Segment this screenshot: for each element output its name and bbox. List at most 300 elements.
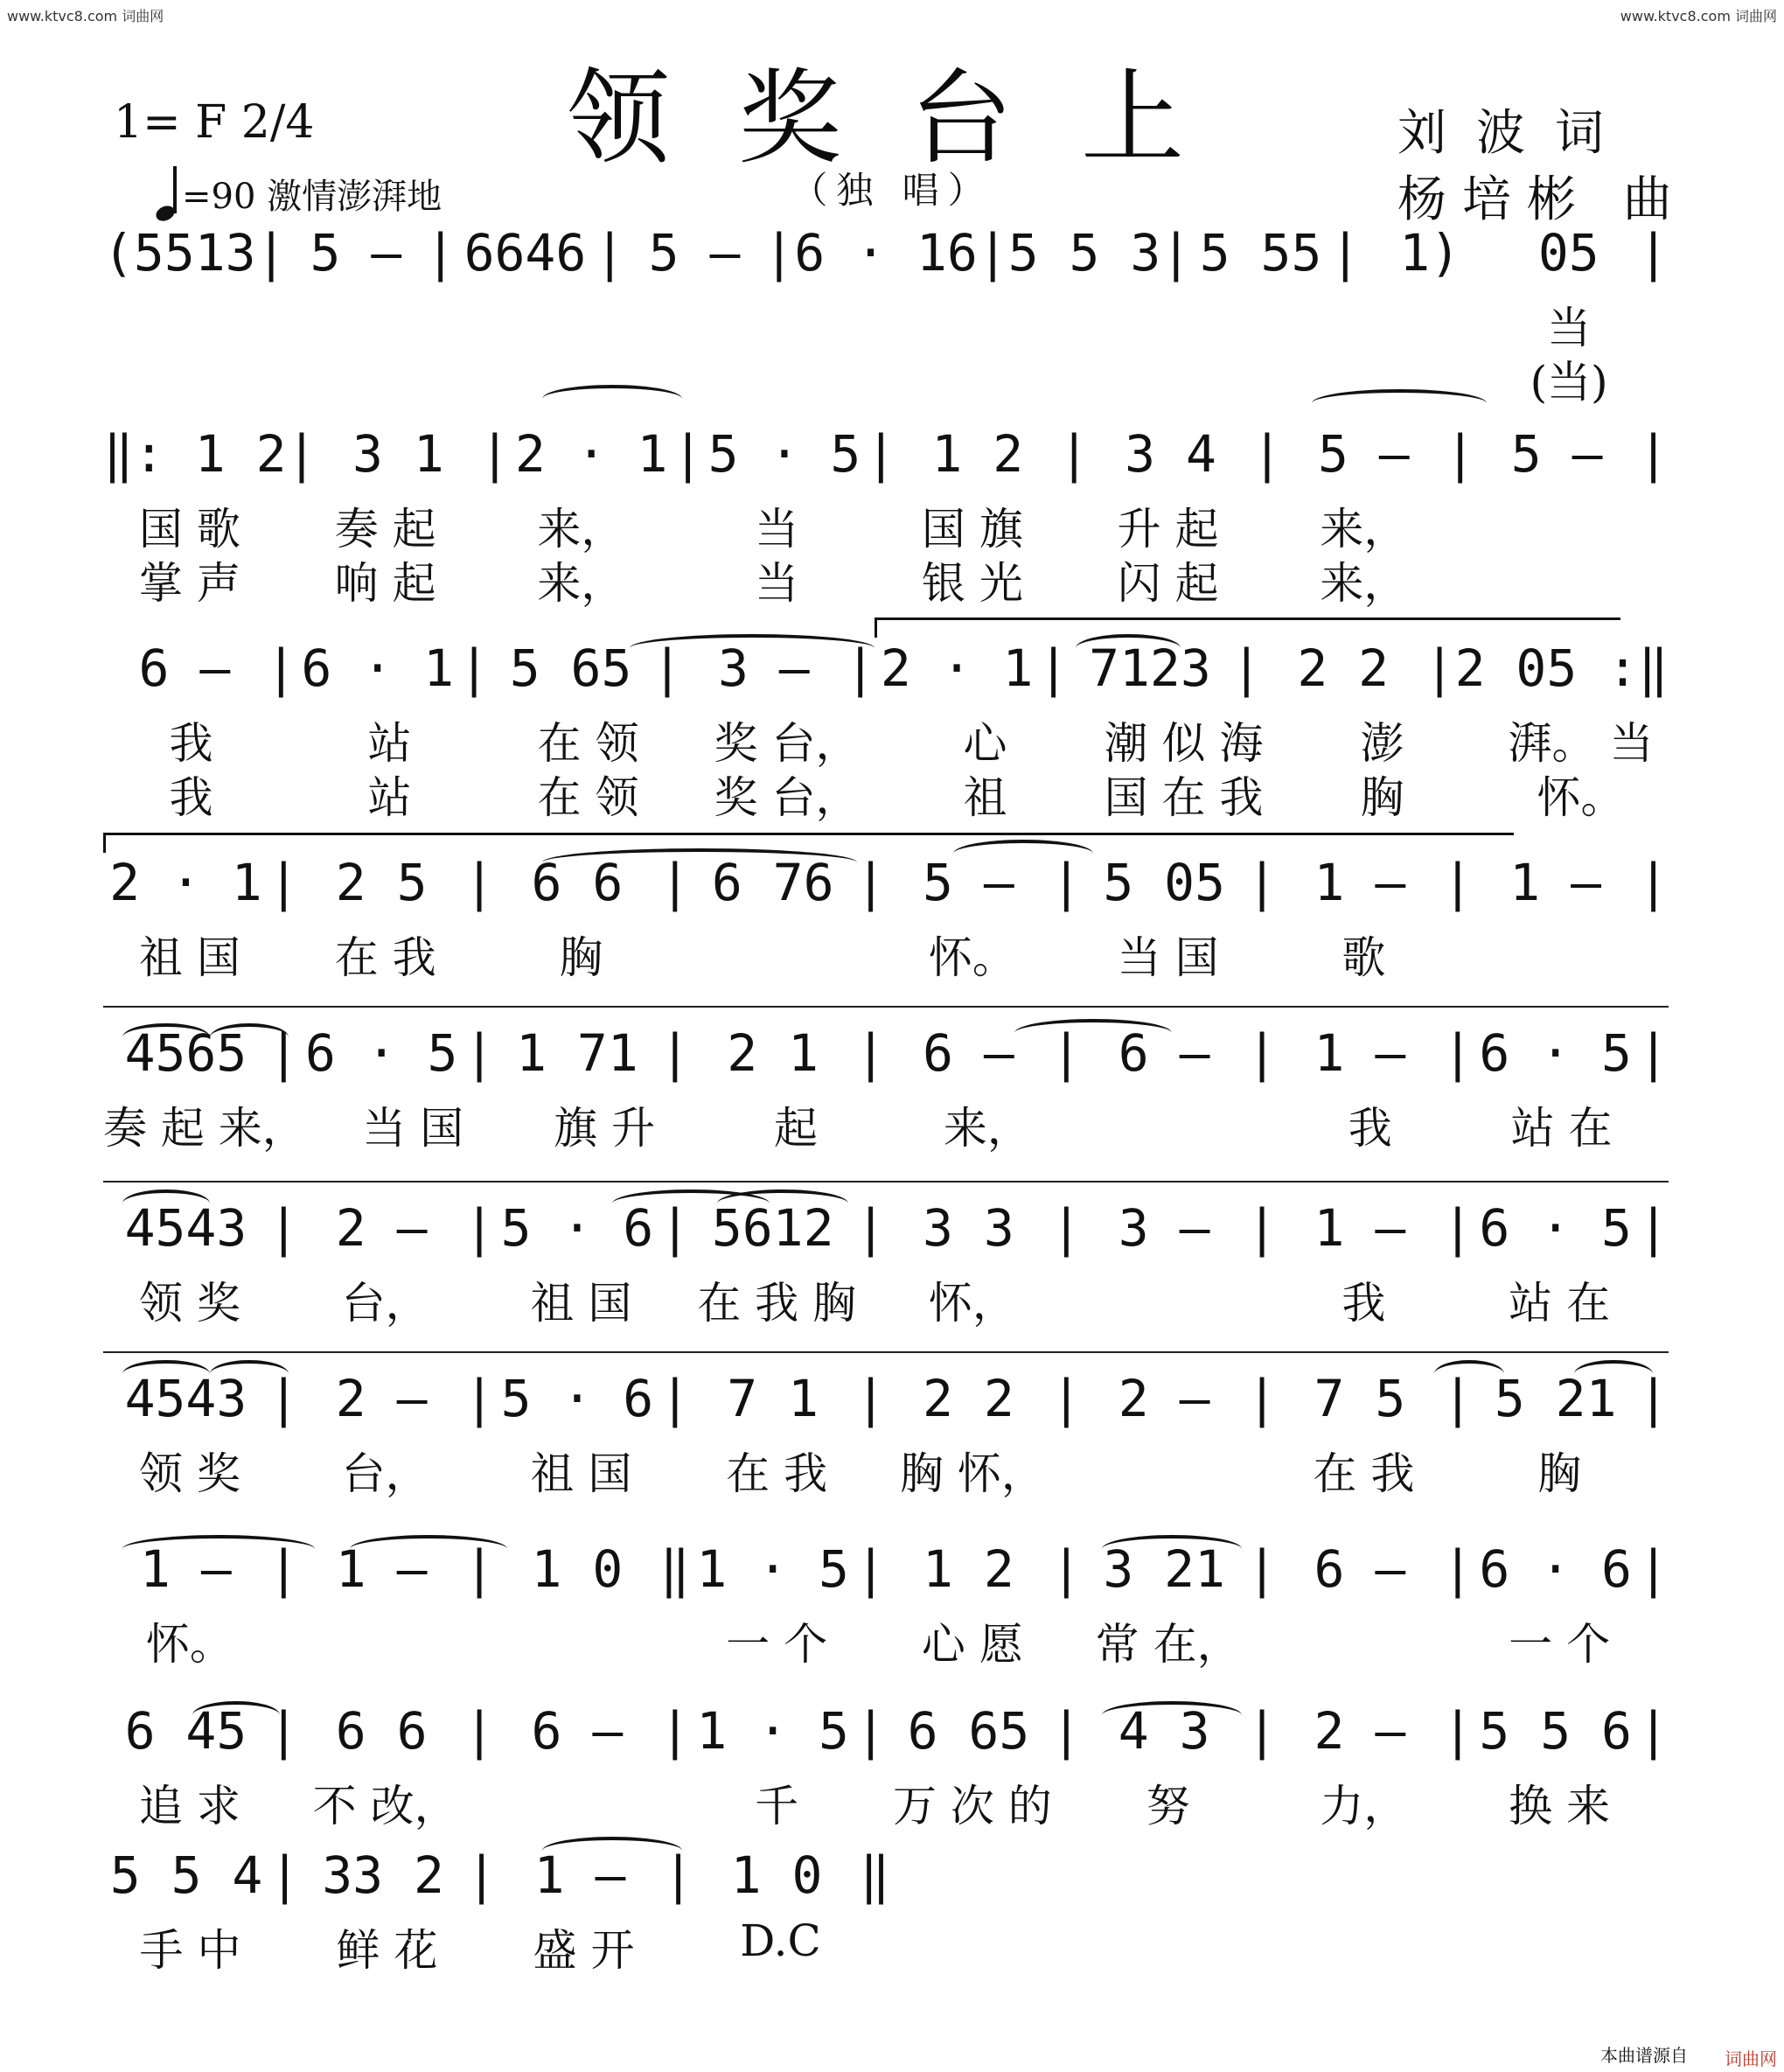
lyric-syllable bbox=[667, 494, 690, 550]
barline: | bbox=[1638, 853, 1669, 912]
lyric-syllable: 鲜 花 bbox=[336, 1925, 438, 1976]
lyric-syllable: 站 在 bbox=[1510, 1103, 1613, 1154]
lyric-syllable bbox=[276, 1268, 299, 1324]
volta-bracket-2 bbox=[103, 833, 1514, 853]
lyric-syllable bbox=[1073, 708, 1096, 764]
note-group: 6 6 bbox=[531, 853, 624, 912]
note-group: 1 0 bbox=[730, 1845, 823, 1905]
note-group: 6 65 bbox=[907, 1701, 1030, 1761]
note-group: ‖: 1 2 bbox=[103, 424, 287, 484]
lyric-syllable bbox=[875, 763, 897, 819]
lyric-syllable: 祖 国 bbox=[530, 1278, 632, 1329]
note-group: 5 — bbox=[310, 223, 402, 283]
slur-mark bbox=[122, 1360, 210, 1388]
barline: | bbox=[255, 223, 287, 283]
note-group: 6 — bbox=[1118, 1023, 1210, 1083]
barline: | bbox=[268, 1369, 299, 1428]
song-title: 领奖台上 bbox=[566, 58, 1252, 178]
lyric-syllable bbox=[1646, 494, 1669, 550]
lyric-syllable bbox=[1646, 548, 1669, 604]
lyric-syllable bbox=[1473, 548, 1646, 604]
slur-mark bbox=[630, 634, 875, 662]
note-group: 2 — bbox=[1118, 1369, 1210, 1428]
lyric-syllable bbox=[1473, 494, 1646, 550]
lyric-syllable: 胸 bbox=[1360, 772, 1404, 823]
lyric-syllable: 旗 升 bbox=[554, 1103, 656, 1154]
note-group: 5 21 bbox=[1494, 1369, 1617, 1428]
barline: | bbox=[659, 1369, 691, 1428]
lyric-syllable bbox=[1139, 347, 1162, 403]
note-group: 5 — bbox=[1510, 424, 1603, 484]
lyric-syllable bbox=[986, 347, 1139, 403]
footer-badge: 词曲网 bbox=[1725, 2048, 1777, 2069]
lyric-syllable bbox=[667, 1439, 690, 1495]
note-group: 6 — bbox=[923, 1023, 1014, 1083]
note-group: 1 — bbox=[140, 1539, 232, 1599]
lyric-syllable bbox=[1255, 1609, 1278, 1665]
lyric-line bbox=[103, 763, 1669, 823]
lyric-syllable bbox=[1082, 1439, 1255, 1495]
notation-line bbox=[103, 1023, 1669, 1090]
lyric-syllable: 在 我 bbox=[726, 1448, 828, 1499]
barline: | bbox=[268, 1539, 299, 1599]
lyric-syllable bbox=[986, 293, 1139, 349]
lyric-syllable bbox=[1470, 708, 1493, 764]
lyric-syllable: 当 bbox=[755, 558, 799, 609]
lyric-syllable bbox=[472, 548, 495, 604]
barline: | bbox=[1050, 1701, 1082, 1761]
lyric-syllable bbox=[1646, 293, 1669, 349]
lyric-syllable: 力， bbox=[1320, 1781, 1408, 1831]
note-group: 7 1 bbox=[727, 1369, 819, 1428]
barline: | bbox=[458, 638, 490, 698]
lyric-syllable bbox=[671, 1915, 693, 1971]
lyric-syllable bbox=[276, 1771, 299, 1827]
lyric-syllable: 升 起 bbox=[1117, 504, 1219, 555]
lyric-syllable bbox=[1646, 1268, 1669, 1324]
note-group: 6 — bbox=[531, 1701, 624, 1761]
lyric-syllable: 换 来 bbox=[1509, 1781, 1611, 1831]
lyric-syllable: 万 次 的 bbox=[892, 1781, 1052, 1831]
barline: | bbox=[1246, 1369, 1278, 1428]
note-group: 1 2 bbox=[931, 424, 1024, 484]
lyric-syllable bbox=[1450, 1268, 1473, 1324]
volta-bracket-1 bbox=[875, 617, 1620, 638]
note-group: 2 — bbox=[1314, 1701, 1406, 1761]
barline: | bbox=[463, 853, 495, 912]
barline: | bbox=[463, 1539, 495, 1599]
lyric-syllable bbox=[863, 1268, 886, 1324]
note-group: 5 5 4 bbox=[109, 1845, 263, 1905]
barline: | bbox=[1050, 1198, 1082, 1258]
barline: | bbox=[1638, 1369, 1669, 1428]
lyric-syllable bbox=[863, 548, 886, 604]
lyric-syllable bbox=[279, 763, 302, 819]
slur-mark bbox=[1574, 1360, 1653, 1388]
notation-line bbox=[103, 1701, 1669, 1768]
barline: | bbox=[1638, 1023, 1669, 1083]
note-group: 5612 bbox=[711, 1198, 834, 1258]
barline: | bbox=[1246, 1198, 1278, 1258]
note-group: 6 — bbox=[1314, 1539, 1406, 1599]
lyric-syllable bbox=[690, 923, 863, 979]
barline: | bbox=[1442, 1539, 1474, 1599]
lyric-syllable bbox=[277, 1915, 300, 1971]
site-watermark-left: www.ktvc8.com 词曲网 bbox=[7, 8, 164, 24]
note-group: 7123 bbox=[1089, 638, 1211, 698]
barline: | bbox=[855, 853, 886, 912]
lyric-syllable: 湃。 当 bbox=[1508, 718, 1654, 769]
slur-mark bbox=[717, 1189, 848, 1217]
lyric-syllable bbox=[1470, 763, 1493, 819]
lyric-syllable bbox=[1646, 347, 1669, 403]
lyric-syllable bbox=[667, 1268, 690, 1324]
site-watermark-right: www.ktvc8.com 词曲网 bbox=[1620, 8, 1777, 24]
barline: | bbox=[1246, 853, 1278, 912]
lyric-syllable bbox=[1255, 1439, 1278, 1495]
lyric-syllable: 祖 bbox=[963, 772, 1007, 823]
lyric-syllable: D.C bbox=[740, 1915, 821, 1966]
lyric-syllable bbox=[1162, 347, 1316, 403]
lyric-syllable bbox=[863, 1609, 886, 1665]
tempo-text: =90 激情澎湃地 bbox=[182, 176, 443, 217]
lyric-syllable bbox=[1646, 1093, 1669, 1149]
note-group: 5 65 bbox=[509, 638, 632, 698]
note-group: 5 — bbox=[923, 853, 1014, 912]
barline: | bbox=[1445, 424, 1476, 484]
barline: | bbox=[1246, 1701, 1278, 1761]
note-group: 1 0 bbox=[531, 1539, 624, 1599]
slur-mark bbox=[542, 1837, 682, 1865]
barline: | bbox=[1246, 1539, 1278, 1599]
barline: | bbox=[1638, 424, 1669, 484]
lyric-line bbox=[103, 1439, 1669, 1499]
lyric-syllable bbox=[1059, 1268, 1082, 1324]
barline: | bbox=[268, 1701, 299, 1761]
note-group: 2 1 bbox=[727, 1023, 819, 1083]
barline: | bbox=[268, 1023, 299, 1083]
note-group: 1 71 bbox=[516, 1023, 638, 1083]
note-group: 4565 bbox=[124, 1023, 247, 1083]
slur-mark bbox=[1014, 1019, 1172, 1047]
note-group: 5 5 3 bbox=[1007, 223, 1161, 283]
barline: | bbox=[855, 1023, 886, 1083]
lyric-syllable bbox=[257, 347, 280, 403]
note-group: 2 05 :‖ bbox=[1454, 638, 1669, 698]
note-group: 1) bbox=[1399, 223, 1461, 283]
lyric-syllable: 来， bbox=[943, 1103, 1031, 1154]
lyric-syllable bbox=[1450, 923, 1473, 979]
notation-line bbox=[103, 424, 1669, 491]
lyric-syllable: 闪 起 bbox=[1117, 558, 1219, 609]
lyric-syllable bbox=[1450, 548, 1473, 604]
note-group: 5 · 6 bbox=[500, 1369, 654, 1428]
lyric-syllable bbox=[434, 347, 456, 403]
barline: | bbox=[268, 1198, 299, 1258]
note-group: 5 · 6 bbox=[500, 1198, 654, 1258]
barline: | bbox=[659, 1701, 691, 1761]
lyric-syllable: 奏 起 来， bbox=[103, 1103, 306, 1154]
barline: | bbox=[855, 1539, 886, 1599]
lyric-syllable: 来， bbox=[1320, 504, 1408, 555]
lyricist: 刘波词 bbox=[1397, 105, 1634, 162]
lyric-syllable: 手 中 bbox=[139, 1925, 241, 1976]
barline: ‖ bbox=[860, 1845, 890, 1905]
note-group: 1 2 bbox=[923, 1539, 1014, 1599]
note-group: 3 — bbox=[717, 638, 810, 698]
lyric-syllable bbox=[1071, 1093, 1094, 1149]
notation-line bbox=[103, 1198, 1669, 1265]
lyric-syllable: 怀。 bbox=[1537, 772, 1625, 823]
note-group: 5 · 5 bbox=[707, 424, 861, 484]
lyric-syllable bbox=[1646, 1771, 1669, 1827]
lyric-syllable bbox=[809, 347, 963, 403]
system-divider bbox=[103, 1006, 1669, 1008]
note-group: 1 · 5 bbox=[696, 1539, 849, 1599]
lyric-syllable: 胸 怀， bbox=[899, 1448, 1045, 1499]
lyric-syllable bbox=[257, 293, 280, 349]
lyric-syllable bbox=[495, 1609, 668, 1665]
lyric-syllable: 祖 国 bbox=[138, 932, 240, 983]
note-group: 2 · 1 bbox=[514, 424, 668, 484]
note-group: 1 — bbox=[533, 1845, 626, 1905]
barline: | bbox=[1442, 1369, 1474, 1428]
lyric-syllable bbox=[610, 293, 632, 349]
barline: | bbox=[663, 1845, 693, 1905]
barline: | bbox=[659, 853, 691, 912]
lyric-syllable: 奖 台， bbox=[714, 718, 860, 769]
lyric-syllable: 胸 bbox=[1537, 1448, 1582, 1499]
note-group: 5 — bbox=[648, 223, 741, 283]
barline: | bbox=[1246, 1023, 1278, 1083]
note-group: 1 — bbox=[1314, 1198, 1406, 1258]
barline: | bbox=[265, 638, 296, 698]
lyric-syllable bbox=[1094, 1093, 1263, 1149]
lyric-syllable bbox=[276, 548, 299, 604]
lyric-syllable: 领 奖 bbox=[138, 1278, 240, 1329]
barline: | bbox=[463, 1369, 495, 1428]
subtitle: （独 唱） bbox=[791, 169, 993, 212]
lyric-syllable bbox=[280, 293, 434, 349]
note-group: 3 21 bbox=[1103, 1539, 1225, 1599]
barline: | bbox=[1050, 1539, 1082, 1599]
lyric-syllable: 领 奖 bbox=[138, 1448, 240, 1499]
lyric-syllable bbox=[963, 293, 986, 349]
lyric-line bbox=[103, 708, 1669, 769]
note-group: 2 — bbox=[335, 1369, 428, 1428]
note-group: 2 · 1 bbox=[880, 638, 1034, 698]
lyric-syllable bbox=[863, 1439, 886, 1495]
note-group: 5 — bbox=[1317, 424, 1410, 484]
barline: | bbox=[763, 223, 795, 283]
lyric-syllable bbox=[477, 763, 500, 819]
lyric-syllable bbox=[477, 708, 500, 764]
barline: | bbox=[1038, 638, 1069, 698]
lyric-syllable bbox=[667, 1771, 690, 1827]
lyric-syllable: 不 改， bbox=[312, 1781, 458, 1831]
note-group: 3 1 bbox=[352, 424, 444, 484]
note-group: 2 — bbox=[335, 1198, 428, 1258]
barline: | bbox=[1050, 853, 1082, 912]
lyric-syllable bbox=[863, 494, 886, 550]
lyric-syllable bbox=[809, 293, 963, 349]
lyric-syllable: 怀， bbox=[928, 1278, 1016, 1329]
lyric-syllable: 国 歌 bbox=[138, 504, 240, 555]
lyric-syllable: 我 bbox=[169, 772, 213, 823]
barline: | bbox=[1638, 1198, 1669, 1258]
barline: | bbox=[286, 424, 317, 484]
lyric-syllable: 心 愿 bbox=[921, 1619, 1023, 1670]
slur-mark bbox=[122, 1189, 210, 1217]
slur-mark bbox=[1076, 634, 1181, 662]
slur-mark bbox=[1102, 1535, 1242, 1563]
note-group: 4543 bbox=[124, 1369, 247, 1428]
note-group: 2 5 bbox=[335, 853, 428, 912]
note-group: 7 5 bbox=[1314, 1369, 1406, 1428]
barline: | bbox=[1251, 424, 1283, 484]
lyric-syllable bbox=[472, 1609, 495, 1665]
lyric-syllable bbox=[1338, 293, 1492, 349]
lyric-syllable bbox=[667, 1609, 690, 1665]
lyric-syllable: 盛 开 bbox=[533, 1925, 635, 1976]
lyric-syllable bbox=[1059, 1771, 1082, 1827]
note-group: 5 55 bbox=[1199, 223, 1322, 283]
barline: | bbox=[479, 424, 511, 484]
lyric-syllable: 国 在 我 bbox=[1104, 772, 1264, 823]
lyric-line bbox=[103, 1915, 890, 1976]
barline: | bbox=[1442, 1701, 1474, 1761]
notation-line bbox=[103, 223, 1669, 290]
lyric-syllable bbox=[689, 1093, 712, 1149]
lyric-syllable bbox=[880, 1093, 902, 1149]
lyric-syllable: 国 旗 bbox=[921, 504, 1023, 555]
lyric-syllable bbox=[1255, 494, 1278, 550]
lyric-syllable: 祖 国 bbox=[530, 1448, 632, 1499]
barline: | bbox=[659, 1023, 691, 1083]
lyric-syllable: 站 bbox=[367, 718, 412, 769]
barline: | bbox=[463, 1023, 495, 1083]
lyric-line bbox=[103, 293, 1669, 353]
lyric-syllable bbox=[667, 923, 690, 979]
lyric-syllable bbox=[1450, 494, 1473, 550]
barline: | bbox=[1230, 638, 1262, 698]
lyric-syllable: 奖 台， bbox=[714, 772, 860, 823]
note-group: (5513 bbox=[103, 223, 256, 283]
lyric-syllable: 奏 起 bbox=[334, 504, 436, 555]
barline: | bbox=[463, 1701, 495, 1761]
slur-mark bbox=[542, 385, 682, 413]
lyric-syllable: 追 求 bbox=[138, 1781, 240, 1831]
barline: | bbox=[1638, 1539, 1669, 1599]
note-group: 2 2 bbox=[923, 1369, 1014, 1428]
lyric-line bbox=[103, 548, 1669, 609]
lyric-syllable bbox=[1450, 1771, 1473, 1827]
lyric-syllable bbox=[1255, 548, 1278, 604]
note-group: 6 76 bbox=[711, 853, 834, 912]
lyric-syllable bbox=[676, 763, 699, 819]
lyric-syllable bbox=[1473, 923, 1646, 979]
lyric-syllable bbox=[1073, 763, 1096, 819]
lyric-syllable bbox=[276, 923, 299, 979]
lyric-syllable bbox=[1263, 1093, 1286, 1149]
note-group: 4 3 bbox=[1118, 1701, 1210, 1761]
lyric-syllable: 胸 bbox=[559, 932, 603, 983]
lyric-syllable: 当 bbox=[1547, 303, 1592, 353]
notation-line bbox=[103, 638, 1669, 705]
barline: | bbox=[1424, 638, 1455, 698]
lyric-syllable: 来， bbox=[1320, 558, 1408, 609]
slur-mark bbox=[210, 1360, 289, 1388]
barline: | bbox=[977, 223, 1008, 283]
lyric-syllable bbox=[1454, 1093, 1477, 1149]
slur-mark bbox=[122, 1535, 315, 1563]
lyric-syllable bbox=[495, 1771, 668, 1827]
note-group: 6 45 bbox=[124, 1701, 247, 1761]
lyric-syllable: 在 领 bbox=[537, 772, 639, 823]
lyric-syllable: 我 bbox=[169, 718, 213, 769]
note-group: 6 — bbox=[138, 638, 231, 698]
lyric-syllable bbox=[1162, 293, 1316, 349]
lyric-syllable bbox=[434, 293, 456, 349]
lyric-syllable bbox=[863, 923, 886, 979]
lyric-syllable: 常 在， bbox=[1095, 1619, 1241, 1670]
barline: | bbox=[855, 1198, 886, 1258]
lyric-syllable bbox=[306, 1093, 329, 1149]
note-group: 5 5 6 bbox=[1479, 1701, 1632, 1761]
note-group: 3 3 bbox=[923, 1198, 1014, 1258]
barline: | bbox=[865, 424, 896, 484]
lyric-syllable bbox=[963, 347, 986, 403]
barline: | bbox=[1160, 223, 1192, 283]
barline: | bbox=[1638, 223, 1669, 283]
lyric-syllable bbox=[276, 494, 299, 550]
barline: | bbox=[845, 638, 876, 698]
lyric-syllable: 台， bbox=[341, 1278, 429, 1329]
barline: | bbox=[1058, 424, 1090, 484]
lyric-syllable: 在 领 bbox=[537, 718, 639, 769]
lyric-syllable: (当) bbox=[1530, 357, 1608, 408]
lyric-syllable bbox=[279, 708, 302, 764]
lyric-syllable bbox=[474, 1915, 497, 1971]
barline: ‖ bbox=[659, 1539, 691, 1599]
lyric-syllable bbox=[632, 293, 786, 349]
lyric-syllable: 澎 bbox=[1360, 718, 1404, 769]
lyric-syllable bbox=[875, 708, 897, 764]
slur-mark bbox=[1434, 1360, 1504, 1388]
lyric-line bbox=[103, 1268, 1669, 1329]
lyric-syllable bbox=[1059, 1439, 1082, 1495]
barline: | bbox=[268, 853, 299, 912]
barline: | bbox=[855, 1701, 886, 1761]
lyric-syllable bbox=[1059, 1609, 1082, 1665]
lyric-syllable: 站 bbox=[367, 772, 412, 823]
lyric-syllable bbox=[1059, 923, 1082, 979]
lyric-syllable bbox=[472, 1439, 495, 1495]
note-group: 2 · 1 bbox=[109, 853, 262, 912]
barline: | bbox=[1442, 1198, 1474, 1258]
lyric-syllable bbox=[276, 1609, 299, 1665]
lyric-syllable: 当 bbox=[755, 504, 799, 555]
lyric-syllable bbox=[863, 1771, 886, 1827]
lyric-syllable bbox=[1278, 1609, 1451, 1665]
lyric-syllable: 台， bbox=[341, 1448, 429, 1499]
lyric-syllable bbox=[1272, 763, 1294, 819]
system-divider bbox=[103, 1351, 1669, 1353]
barline: | bbox=[594, 223, 625, 283]
lyric-syllable bbox=[1450, 1609, 1473, 1665]
barline: | bbox=[463, 1198, 495, 1258]
lyric-syllable bbox=[1255, 923, 1278, 979]
